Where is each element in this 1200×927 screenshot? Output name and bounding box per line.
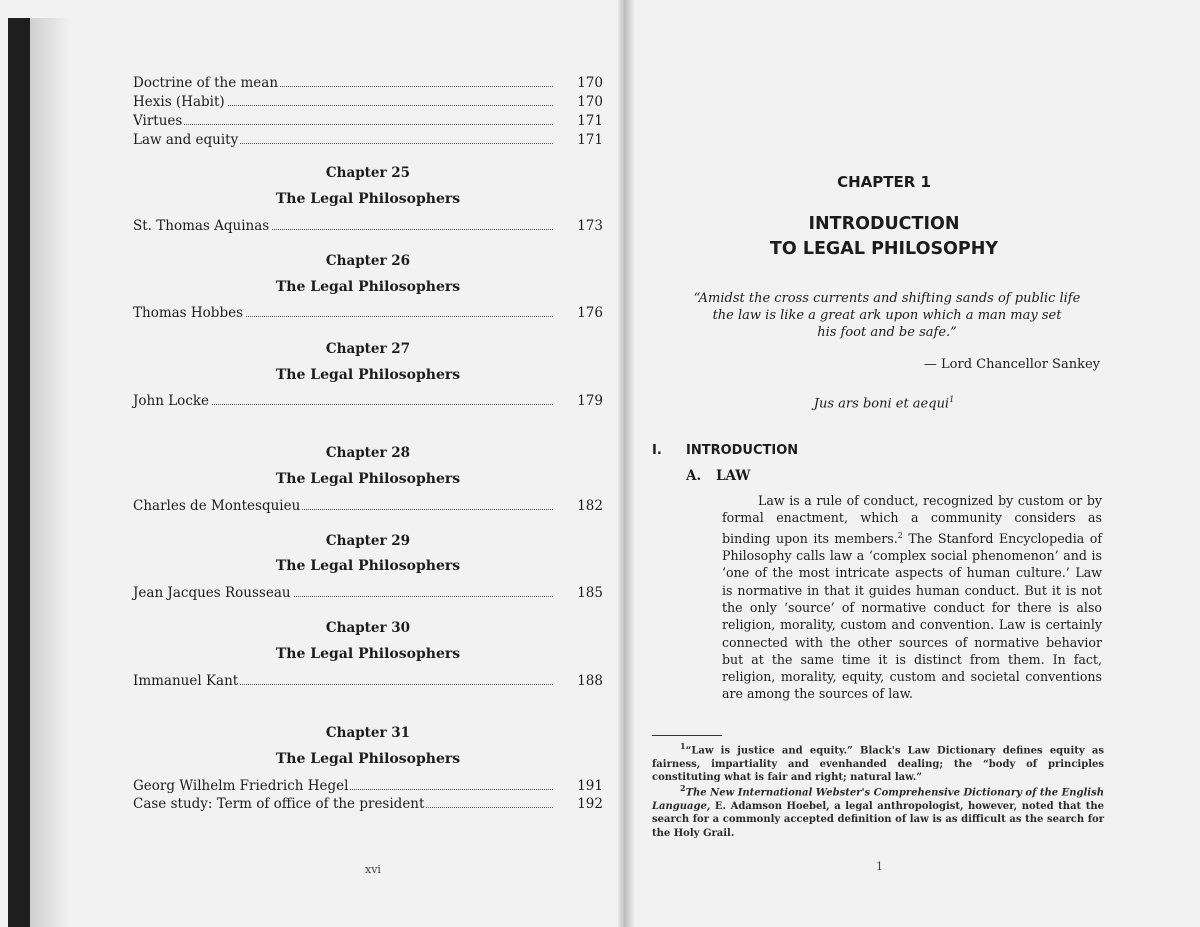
toc-entry-label: Law and equity xyxy=(133,132,239,148)
toc-entry xyxy=(133,75,603,93)
toc-entry xyxy=(133,673,603,691)
toc-chapter-subtitle: The Legal Philosophers xyxy=(275,751,461,767)
toc-entry-label: Hexis (Habit) xyxy=(133,94,225,110)
epigraph-line: “Amidst the cross currents and shifting sands of public life xyxy=(693,291,1081,306)
toc-entry xyxy=(133,796,603,814)
toc-chapter-heading: Chapter 27 xyxy=(325,341,411,357)
body-text-part: The Stanford Encyclopedia of Philosophy calls law a ‘complex social phenomenon’ and is ‘one of the most intricate aspects of human culture.’ Law is normative in that it guides human conduct. But it is not the only ‘source’ of normative conduct for there is also religion, morality, custom and convention. Law is certainly connected with the other sources of normative behavior but at the same time it is distinct from them. In fact, religion, morality, equity, custom and societal conventions are among the sources of law. xyxy=(722,530,1102,702)
toc-entry-label: Thomas Hobbes xyxy=(133,305,243,321)
chapter-title-line2: TO LEGAL PHILOSOPHY xyxy=(769,239,999,259)
body-paragraph xyxy=(722,492,1102,703)
toc-entry-page: 182 xyxy=(577,498,603,514)
toc-chapter-heading: Chapter 30 xyxy=(325,620,411,636)
toc-entry xyxy=(133,113,603,131)
scan-binding-edge xyxy=(8,18,30,927)
latin-motto xyxy=(634,395,1134,411)
toc-chapter-heading: Chapter 26 xyxy=(325,253,411,269)
toc-entry-label: Doctrine of the mean xyxy=(133,75,279,91)
toc-entry-page: 173 xyxy=(577,218,603,234)
toc-entry-label: Charles de Montesquieu xyxy=(133,498,301,514)
binding-shadow xyxy=(30,18,70,927)
toc-entry xyxy=(133,132,603,150)
toc-entry xyxy=(133,498,603,516)
footnote-marker: 2 xyxy=(680,783,686,793)
toc-entry-page: 170 xyxy=(577,94,603,110)
toc-entry-page: 176 xyxy=(577,305,603,321)
footnote-ref: 1 xyxy=(949,395,955,404)
toc-chapter-subtitle: The Legal Philosophers xyxy=(275,558,461,574)
section-number: I. xyxy=(652,443,662,458)
footnote-1 xyxy=(652,740,1104,785)
epigraph-attribution: — Lord Chancellor Sankey xyxy=(923,357,1100,372)
toc-entry-page: 185 xyxy=(577,585,603,601)
toc-chapter-subtitle: The Legal Philosophers xyxy=(275,646,461,662)
section-title: INTRODUCTION xyxy=(686,443,799,458)
toc-entry-label: Immanuel Kant xyxy=(133,673,239,689)
left-page xyxy=(70,0,618,927)
chapter-label: CHAPTER 1 xyxy=(837,173,931,191)
toc-chapter-heading: Chapter 25 xyxy=(325,165,411,181)
toc-entry xyxy=(133,218,603,236)
toc-entry-label: Jean Jacques Rousseau xyxy=(133,585,291,601)
toc-entry xyxy=(133,94,603,112)
toc-chapter-subtitle: The Legal Philosophers xyxy=(275,279,461,295)
toc-chapter-heading: Chapter 31 xyxy=(325,725,411,741)
body-text-part: Law is a rule of conduct, recognized by custom or by formal enactment, which a community considers as binding upon its members. xyxy=(722,493,1102,546)
toc-entry xyxy=(133,305,603,323)
epigraph-line: the law is like a great ark upon which a man may set xyxy=(712,308,1062,323)
toc-chapter-subtitle: The Legal Philosophers xyxy=(275,191,461,207)
footnote-2 xyxy=(652,782,1104,840)
toc-entry xyxy=(133,778,603,796)
toc-chapter-subtitle: The Legal Philosophers xyxy=(275,367,461,383)
subsection-title: LAW xyxy=(716,468,751,484)
footnote-text: “Law is justice and equity.” Black's Law Dictionary defines equity as fairness, impartiality and evenhanded dealing; the “body of principles constituting what is fair and right; natural law.” xyxy=(652,745,1104,784)
latin-motto-text: Jus ars boni et aequi xyxy=(813,396,950,412)
toc-entry-label: Georg Wilhelm Friedrich Hegel xyxy=(133,778,349,794)
toc-entry xyxy=(133,393,603,411)
page-number: xvi xyxy=(365,863,381,876)
toc-leader xyxy=(133,124,553,125)
toc-entry-page: 171 xyxy=(577,113,603,129)
toc-entry-label: St. Thomas Aquinas xyxy=(133,218,270,234)
toc-entry-label: Virtues xyxy=(133,113,183,129)
toc-entry-page: 179 xyxy=(577,393,603,409)
right-page xyxy=(634,0,1200,927)
footnote-marker: 1 xyxy=(680,741,686,751)
toc-entry-label: John Locke xyxy=(133,393,210,409)
toc-chapter-heading: Chapter 29 xyxy=(325,533,411,549)
toc-entry-label: Case study: Term of office of the president xyxy=(133,796,425,812)
epigraph-line: his foot and be safe.” xyxy=(817,325,957,340)
chapter-title-line1: INTRODUCTION xyxy=(808,214,960,234)
toc-entry-page: 191 xyxy=(577,778,603,794)
toc-chapter-subtitle: The Legal Philosophers xyxy=(275,471,461,487)
footnote-rule xyxy=(652,735,722,736)
footnote-italic-text: The New International Webster's Comprehensive Dictionary of the English Language, xyxy=(652,787,1104,812)
toc-entry-page: 170 xyxy=(577,75,603,91)
toc-chapter-heading: Chapter 28 xyxy=(325,445,411,461)
toc-entry-page: 188 xyxy=(577,673,603,689)
toc-entry-page: 171 xyxy=(577,132,603,148)
footnote-ref: 2 xyxy=(897,530,903,540)
page-number: 1 xyxy=(876,860,883,873)
footnote-text: E. Adamson Hoebel, a legal anthropologist, however, noted that the search for a commonly accepted definition of law is as difficult as the search for the Holy Grail. xyxy=(652,800,1104,839)
toc-entry xyxy=(133,585,603,603)
book-gutter xyxy=(618,0,634,927)
toc-entry-page: 192 xyxy=(577,796,603,812)
subsection-letter: A. xyxy=(686,468,702,484)
